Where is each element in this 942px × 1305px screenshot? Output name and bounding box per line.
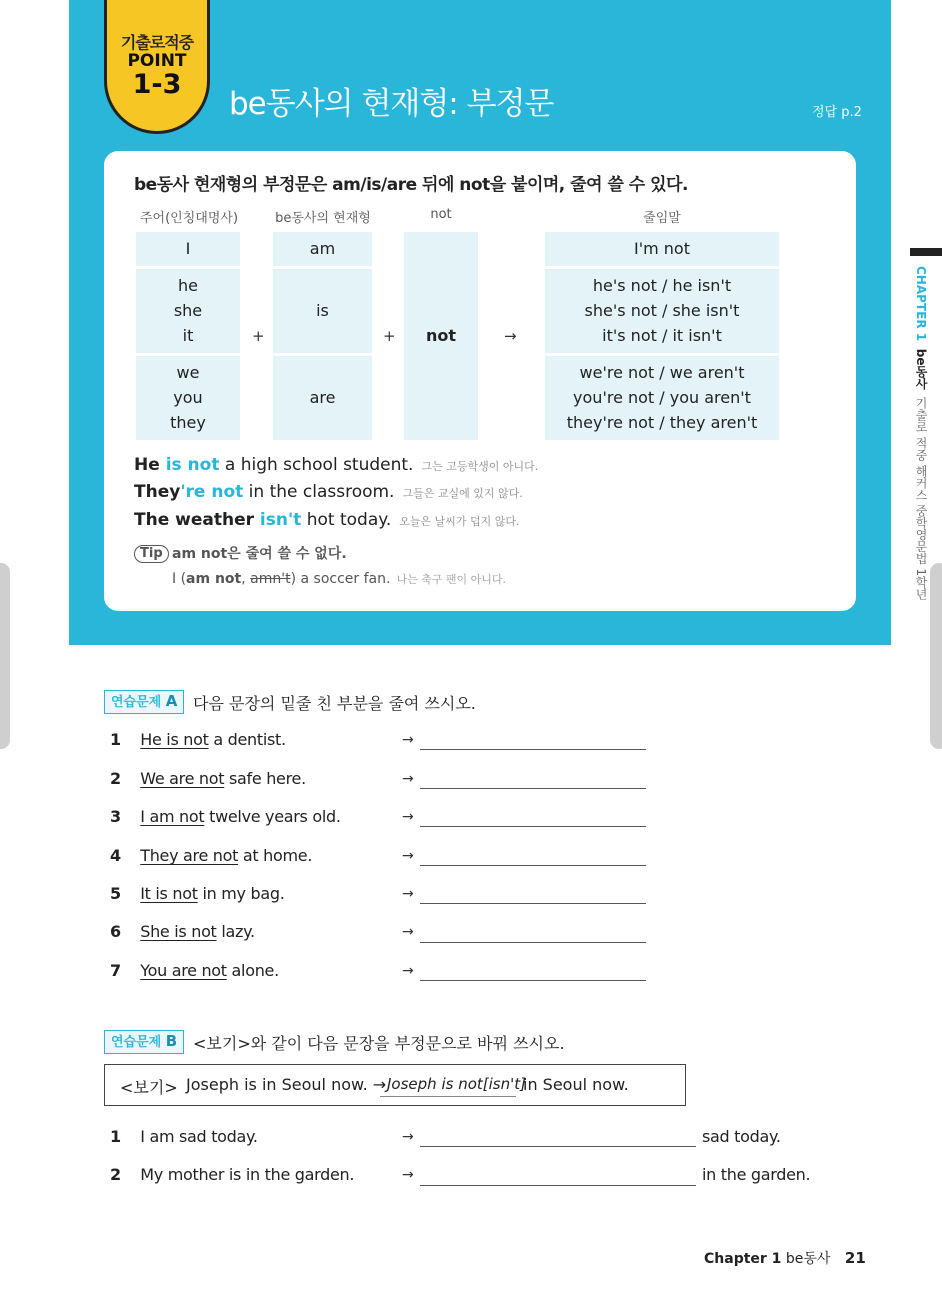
arrow-icon: → — [402, 924, 414, 940]
example-highlight: 're not — [180, 482, 244, 502]
answer-blank[interactable] — [420, 749, 646, 750]
subject-cell — [136, 269, 240, 353]
right-edge-tab — [930, 563, 942, 749]
left-edge-tab — [0, 563, 10, 749]
item-rest: lazy. — [216, 922, 255, 941]
item-rest: twelve years old. — [204, 807, 341, 826]
item-underlined: He is not — [140, 730, 209, 749]
item-tail: sad today. — [702, 1127, 781, 1146]
example-post: in the classroom. — [243, 482, 395, 502]
item-number: 7 — [110, 961, 122, 980]
example-answer-line — [380, 1096, 516, 1097]
exercise-a-item — [110, 884, 285, 903]
exercise-a-label-text: 연습문제 — [111, 695, 162, 710]
tip-ex-post: ) a soccer fan. — [290, 571, 391, 587]
exercise-b-instruction: <보기>와 같이 다음 문장을 부정문으로 바꿔 쓰시오. — [193, 1034, 565, 1053]
footer-chapter: Chapter 1 — [704, 1251, 782, 1267]
item-underlined: It is not — [140, 884, 198, 903]
side-book: 기출로 적중 해커스 중학영문법 1학년 — [914, 397, 928, 601]
col-not-header: not — [430, 207, 452, 222]
item-underlined: You are not — [140, 961, 227, 980]
example-post: a high school student. — [219, 455, 414, 475]
side-chapter: CHAPTER 1 — [914, 266, 928, 342]
arrow-icon: → — [402, 963, 414, 979]
exercise-b-item — [110, 1127, 258, 1146]
example-pre: The weather — [134, 510, 260, 530]
example-pre: He — [134, 455, 166, 475]
exercise-b-label-text: 연습문제 — [111, 1035, 162, 1050]
contraction-text: I'm not — [634, 239, 690, 258]
subject-text: she — [173, 301, 203, 320]
grammar-rule: be동사 현재형의 부정문은 am/is/are 뒤에 not을 붙이며, 줄여 쓸 수 있다. — [134, 175, 688, 195]
example-post: hot today. — [301, 510, 392, 530]
tip-ex-sep: , — [241, 571, 251, 587]
arrow-icon: → — [402, 848, 414, 864]
page-number: 21 — [844, 1249, 866, 1267]
arrow-icon: → — [504, 327, 517, 345]
answer-blank[interactable] — [420, 903, 646, 904]
subject-text: it — [182, 326, 194, 345]
contraction-text: it's not / it isn't — [602, 326, 722, 345]
verb-text: are — [309, 388, 336, 407]
item-tail: in the garden. — [702, 1165, 811, 1184]
exercise-a-item — [110, 922, 255, 941]
page-title: be동사의 현재형: 부정문 — [229, 86, 554, 122]
verb-text: is — [316, 301, 329, 320]
badge-number: 1-3 — [132, 69, 182, 100]
arrow-icon: → — [402, 771, 414, 787]
answer-blank[interactable] — [420, 865, 646, 866]
tip-badge: Tip — [134, 545, 169, 563]
subject-text: he — [178, 276, 198, 295]
example-answer: Joseph is not[isn't] — [387, 1075, 526, 1093]
contraction-text: he's not / he isn't — [592, 276, 732, 295]
exercise-a-item — [110, 846, 312, 865]
answer-blank[interactable] — [420, 788, 646, 789]
verb-cell — [273, 232, 372, 266]
answer-blank[interactable] — [420, 826, 646, 827]
answer-reference: 정답 p.2 — [812, 105, 862, 120]
item-number: 2 — [110, 1165, 122, 1184]
side-tab-text — [906, 266, 930, 600]
side-tab-bar — [910, 248, 942, 256]
item-number: 4 — [110, 846, 122, 865]
example-translation: 그들은 교실에 있지 않다. — [402, 487, 523, 500]
verb-cell — [273, 356, 372, 440]
contraction-cell — [545, 232, 779, 266]
tip-ex-bold: am not — [186, 571, 242, 587]
example-tail: in Seoul now. — [523, 1075, 629, 1094]
point-badge — [104, 0, 210, 134]
arrow-icon: → — [402, 809, 414, 825]
item-rest: in my bag. — [197, 884, 285, 903]
item-underlined: I am not — [140, 807, 205, 826]
contraction-text: we're not / we aren't — [579, 363, 745, 382]
example-label: <보기> — [120, 1078, 178, 1097]
item-text: My mother is in the garden. — [140, 1165, 355, 1184]
col-verb-header: be동사의 현재형 — [275, 211, 371, 226]
exercise-a-item — [110, 961, 279, 980]
tip-ex-translation: 나는 축구 팬이 아니다. — [396, 573, 507, 586]
example-pre: They — [134, 482, 181, 502]
exercise-a-letter: A — [165, 692, 178, 710]
item-number: 5 — [110, 884, 122, 903]
arrow-icon: → — [402, 1129, 414, 1145]
item-number: 1 — [110, 730, 122, 749]
col-subject-header: 주어(인칭대명사) — [139, 211, 239, 226]
exercise-a-item — [110, 769, 306, 788]
item-number: 1 — [110, 1127, 122, 1146]
tip-ex-strike: amn't — [250, 571, 291, 587]
item-underlined: We are not — [140, 769, 225, 788]
tip-ex-pre: I ( — [172, 571, 187, 587]
exercise-b-label — [104, 1030, 184, 1054]
item-number: 3 — [110, 807, 122, 826]
example-highlight: isn't — [259, 510, 302, 530]
arrow-icon: → — [402, 886, 414, 902]
contraction-text: you're not / you aren't — [573, 388, 751, 407]
verb-cell — [273, 269, 372, 353]
example-sentence — [134, 510, 520, 530]
arrow-icon: → — [402, 732, 414, 748]
example-translation: 그는 고등학생이 아니다. — [421, 460, 539, 473]
subject-text: they — [170, 413, 206, 432]
subject-text: you — [173, 388, 203, 407]
not-text: not — [425, 326, 457, 345]
side-topic: be동사 — [914, 348, 928, 390]
col-contraction-header: 줄임말 — [643, 211, 681, 226]
answer-blank[interactable] — [420, 1185, 696, 1186]
exercise-a-item — [110, 807, 341, 826]
item-number: 6 — [110, 922, 122, 941]
exercise-b-letter: B — [165, 1032, 178, 1050]
answer-blank[interactable] — [420, 942, 646, 943]
contraction-cell — [545, 356, 779, 440]
plus-sign: + — [252, 327, 265, 345]
example-translation: 오늘은 날씨가 덥지 않다. — [399, 515, 520, 528]
example-sentence: Joseph is in Seoul now. → — [186, 1075, 387, 1094]
exercise-a-item — [110, 730, 286, 749]
item-rest: a dentist. — [208, 730, 286, 749]
answer-blank[interactable] — [420, 1146, 696, 1147]
page-footer — [704, 1248, 866, 1268]
item-underlined: She is not — [140, 922, 217, 941]
not-cell — [404, 232, 478, 440]
contraction-cell — [545, 269, 779, 353]
exercise-a-label — [104, 690, 184, 714]
footer-topic: be동사 — [785, 1251, 831, 1267]
item-rest: alone. — [226, 961, 279, 980]
answer-blank[interactable] — [420, 980, 646, 981]
tip-example — [172, 571, 506, 587]
subject-cell — [136, 232, 240, 266]
badge-kicker: 기출로적중 — [120, 33, 194, 52]
exercise-b-item — [110, 1165, 354, 1184]
example-sentence — [134, 455, 538, 475]
badge-point: POINT — [127, 51, 187, 71]
item-rest: at home. — [238, 846, 313, 865]
item-number: 2 — [110, 769, 122, 788]
subject-text: we — [176, 363, 200, 382]
example-highlight: is not — [165, 455, 220, 475]
item-underlined: They are not — [140, 846, 239, 865]
item-rest: safe here. — [224, 769, 306, 788]
contraction-text: they're not / they aren't — [566, 413, 758, 432]
tip-text: am not은 줄여 쓸 수 없다. — [172, 546, 347, 562]
subject-text: I — [185, 239, 191, 258]
item-text: I am sad today. — [140, 1127, 258, 1146]
exercise-a-instruction: 다음 문장의 밑줄 친 부분을 줄여 쓰시오. — [193, 694, 476, 713]
arrow-icon: → — [402, 1167, 414, 1183]
verb-text: am — [309, 239, 336, 258]
subject-cell — [136, 356, 240, 440]
example-sentence — [134, 482, 523, 502]
contraction-text: she's not / she isn't — [584, 301, 740, 320]
plus-sign: + — [383, 327, 396, 345]
